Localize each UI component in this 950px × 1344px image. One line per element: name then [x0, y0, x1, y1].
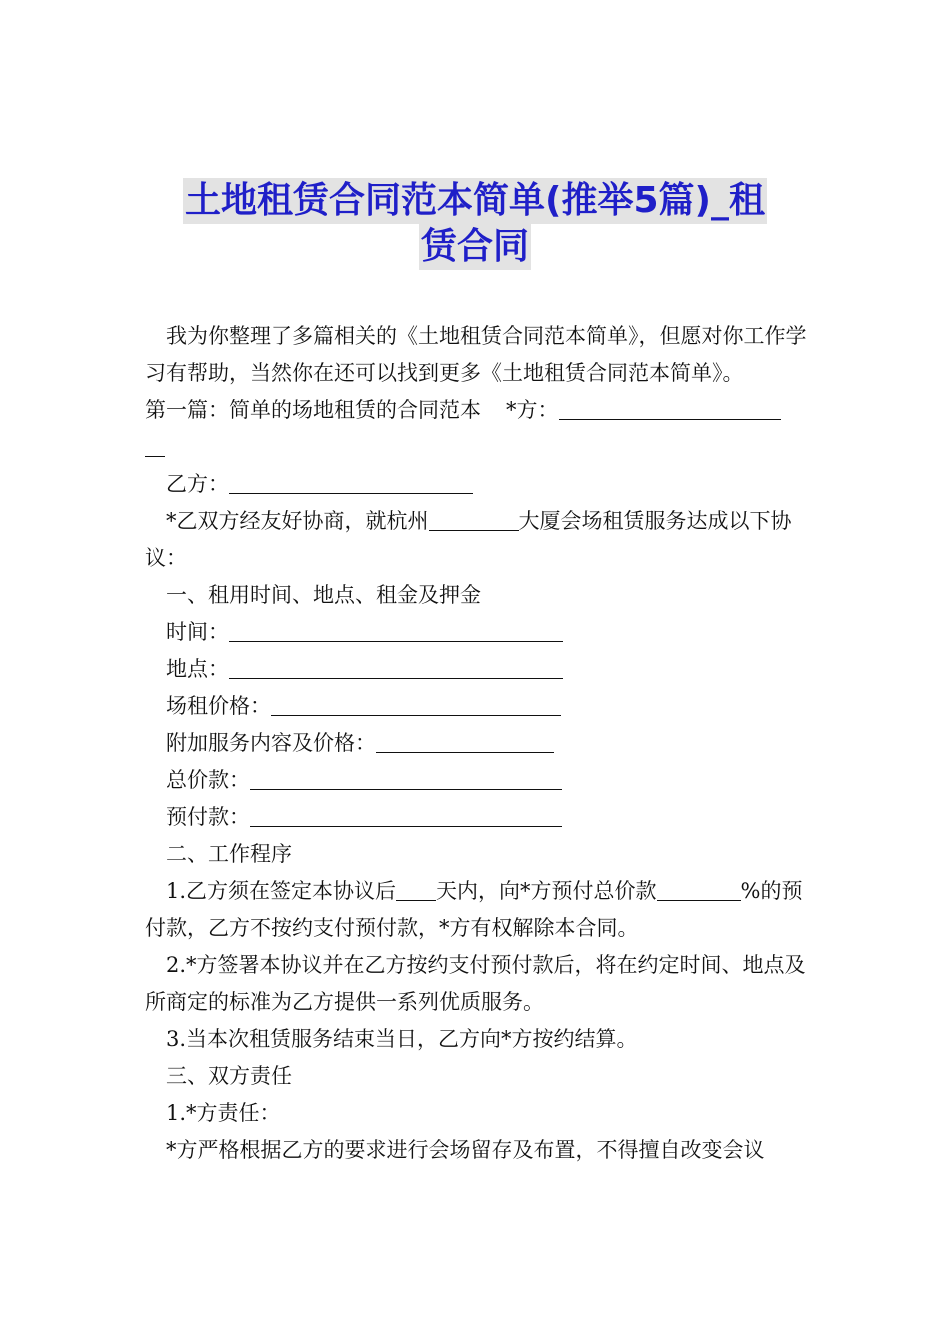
extra-service-label: 附加服务内容及价格：	[166, 731, 376, 755]
intro-paragraph: 我为你整理了多篇相关的《土地租赁合同范本简单》，但愿对你工作学习有帮助，当然你在还可以找到更多《土地租赁合同范本简单》。	[145, 324, 807, 385]
agreement-paragraph	[145, 503, 807, 577]
agreement-prefix: *乙双方经友好协商，就杭州	[166, 509, 429, 533]
prepay-label: 预付款：	[166, 805, 250, 829]
party-a-blank-tail	[145, 434, 165, 457]
total-label: 总价款：	[166, 768, 250, 792]
agreement-suffix: 大厦会场租赁服务达成以下协议：	[145, 509, 792, 570]
item1-heading: 一、租用时间、地点、租金及押金	[166, 583, 481, 607]
title-line-2: 赁合同	[419, 224, 531, 270]
party-a-blank	[559, 397, 781, 420]
days-blank	[396, 878, 436, 901]
extra-service-line	[145, 725, 807, 762]
building-name-blank	[429, 508, 519, 531]
item3-heading: 三、双方责任	[166, 1064, 292, 1088]
party-b-line	[145, 466, 807, 503]
percent-blank	[657, 878, 741, 901]
section1-line	[145, 392, 807, 429]
party-a-label: *方：	[506, 398, 559, 422]
clause2-paragraph: 2.*方签署本协议并在乙方按约支付预付款后，将在约定时间、地点及所商定的标准为乙方提供一系列优质服务。	[145, 953, 806, 1014]
rent-blank	[271, 693, 561, 716]
clause1-part-b: 天内，向*方预付总价款	[436, 879, 657, 903]
prepay-line	[145, 799, 807, 836]
place-blank	[229, 656, 563, 679]
clause1-part-a: 1.乙方须在签定本协议后	[166, 879, 397, 903]
document-title	[145, 178, 805, 270]
duty1-text: *方严格根据乙方的要求进行会场留存及布置，不得擅自改变会议	[166, 1138, 765, 1162]
prepay-blank	[250, 804, 562, 827]
clause1-part-c: %的预付款，乙方不按约支付预付款，*方有权解除本合同。	[145, 879, 803, 940]
title-line-1: 土地租赁合同范本简单(推举5篇)_租	[183, 178, 767, 224]
party-b-label: 乙方：	[166, 472, 229, 496]
document-body	[145, 318, 807, 1169]
duty1-heading: 1.*方责任：	[166, 1101, 281, 1125]
rent-label: 场租价格：	[166, 694, 271, 718]
place-label: 地点：	[166, 657, 229, 681]
place-line	[145, 651, 807, 688]
total-blank	[250, 767, 562, 790]
extra-service-blank	[376, 730, 554, 753]
item2-heading: 二、工作程序	[166, 842, 292, 866]
party-b-blank	[229, 471, 473, 494]
clause3-paragraph: 3.当本次租赁服务结束当日，乙方向*方按约结算。	[166, 1027, 638, 1051]
time-blank	[229, 619, 563, 642]
time-label: 时间：	[166, 620, 229, 644]
rent-line	[145, 688, 807, 725]
total-line	[145, 762, 807, 799]
section1-heading: 第一篇：简单的场地租赁的合同范本	[145, 398, 481, 422]
clause1-paragraph	[145, 873, 807, 947]
time-line	[145, 614, 807, 651]
party-a-blank-continued	[145, 429, 807, 466]
